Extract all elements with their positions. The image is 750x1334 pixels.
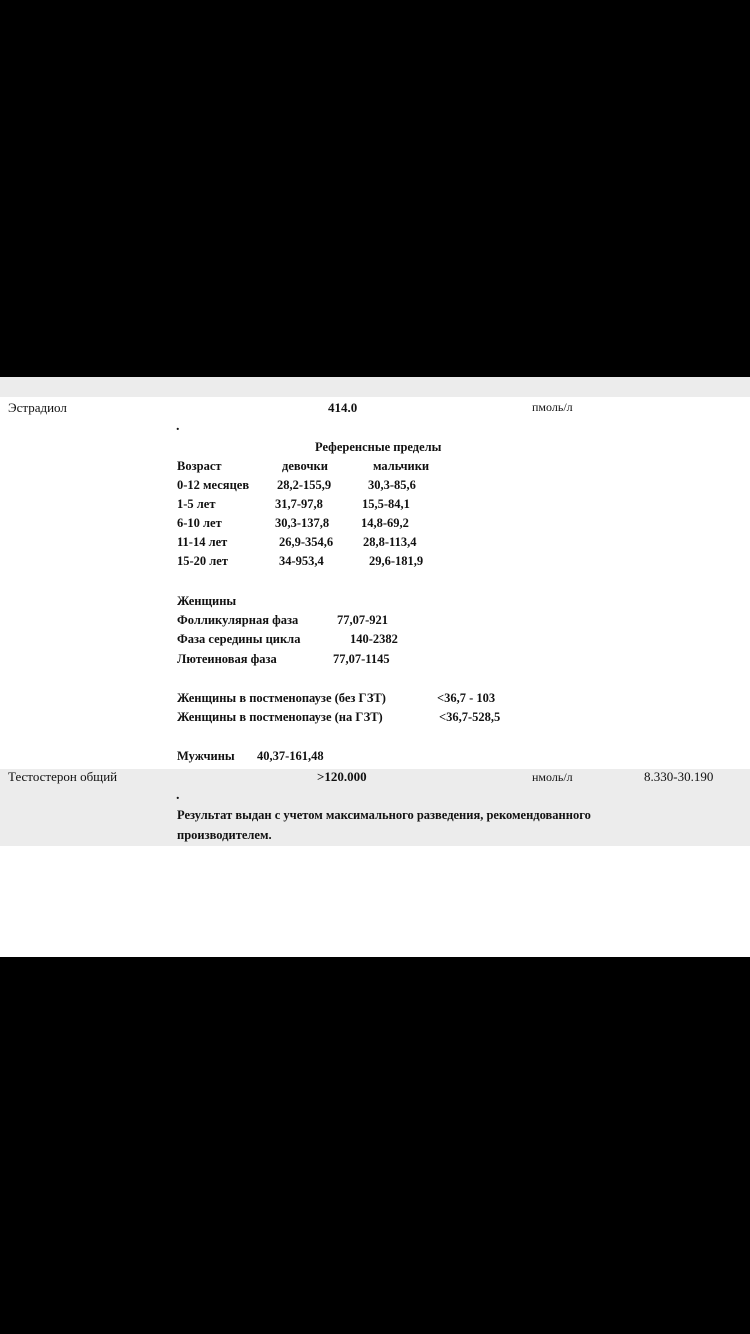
girls-range: 26,9-354,6 bbox=[279, 535, 334, 549]
phase-range: 77,07-921 bbox=[337, 613, 389, 627]
postmeno-range: <36,7-528,5 bbox=[439, 710, 501, 724]
header-age: Возраст bbox=[177, 459, 222, 473]
postmeno-label: Женщины в постменопаузе (без ГЗТ) bbox=[177, 691, 386, 705]
testosterone-name: Тестостерон общий bbox=[8, 769, 118, 784]
lab-report-page bbox=[0, 377, 750, 957]
phase-label: Фолликулярная фаза bbox=[177, 613, 299, 627]
age-label: 1-5 лет bbox=[177, 497, 216, 511]
men-range: 40,37-161,48 bbox=[257, 749, 324, 763]
age-label: 11-14 лет bbox=[177, 535, 228, 549]
phase-range: 140-2382 bbox=[350, 632, 398, 646]
boys-range: 30,3-85,6 bbox=[368, 478, 416, 492]
previous-row-strip bbox=[0, 377, 750, 397]
girls-range: 34-953,4 bbox=[279, 554, 324, 568]
estradiol-comment-dot: . bbox=[176, 419, 180, 434]
postmeno-label: Женщины в постменопаузе (на ГЗТ) bbox=[177, 710, 383, 724]
girls-range: 30,3-137,8 bbox=[275, 516, 330, 530]
boys-range: 14,8-69,2 bbox=[361, 516, 409, 530]
testosterone-comment-dot: . bbox=[176, 788, 180, 803]
boys-range: 29,6-181,9 bbox=[369, 554, 424, 568]
testosterone-note-line2: производителем. bbox=[177, 828, 272, 842]
testosterone-unit: нмоль/л bbox=[532, 770, 573, 784]
header-boys: мальчики bbox=[373, 459, 430, 473]
header-girls: девочки bbox=[282, 459, 328, 473]
estradiol-unit: пмоль/л bbox=[532, 400, 573, 414]
men-label: Мужчины bbox=[177, 749, 235, 763]
age-label: 6-10 лет bbox=[177, 516, 222, 530]
testosterone-value: >120.000 bbox=[317, 769, 367, 784]
testosterone-note: Результат выдан с учетом максимального разведения, рекомендованного bbox=[177, 808, 591, 822]
postmeno-range: <36,7 - 103 bbox=[437, 691, 496, 705]
estradiol-value: 414.0 bbox=[328, 400, 358, 415]
girls-range: 31,7-97,8 bbox=[275, 497, 323, 511]
girls-range: 28,2-155,9 bbox=[277, 478, 332, 492]
reference-title: Референсные пределы bbox=[315, 440, 442, 454]
women-title: Женщины bbox=[177, 594, 237, 608]
phase-range: 77,07-1145 bbox=[333, 652, 390, 666]
boys-range: 28,8-113,4 bbox=[363, 535, 417, 549]
boys-range: 15,5-84,1 bbox=[362, 497, 410, 511]
phase-label: Фаза середины цикла bbox=[177, 632, 301, 646]
estradiol-name: Эстрадиол bbox=[8, 400, 67, 415]
age-label: 15-20 лет bbox=[177, 554, 228, 568]
age-label: 0-12 месяцев bbox=[177, 478, 250, 492]
phase-label: Лютеиновая фаза bbox=[177, 652, 277, 666]
testosterone-reference: 8.330-30.190 bbox=[644, 769, 714, 784]
